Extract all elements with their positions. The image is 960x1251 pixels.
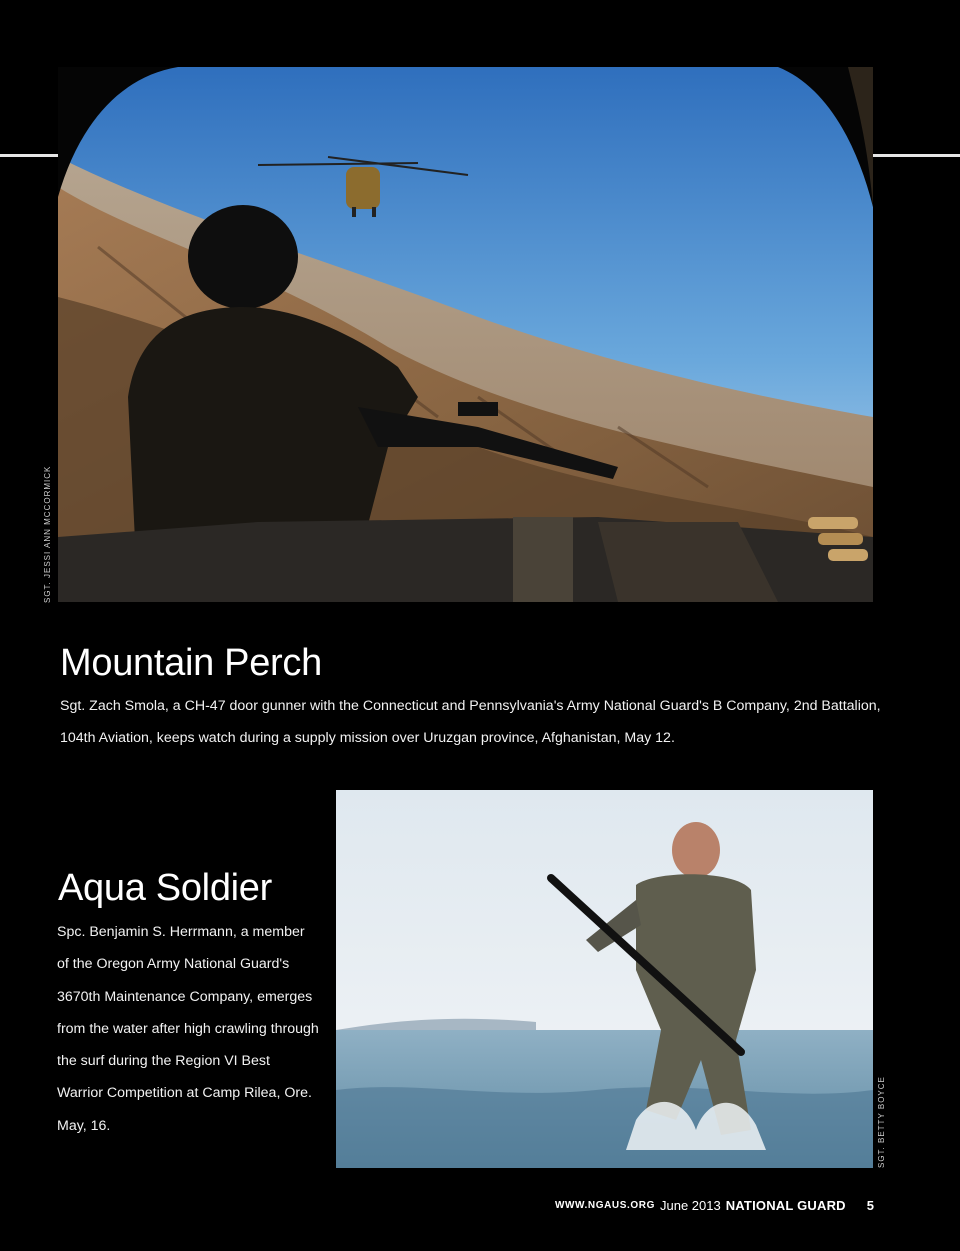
photo-mountain-perch <box>58 67 873 602</box>
footer-magazine-name: NATIONAL GUARD <box>725 1197 846 1213</box>
caption-aqua-soldier: Spc. Benjamin S. Herrmann, a member of the Oregon Army National Guard's 3670th Maintenance Company, emerges from the water after high crawling through the surf during the Region VI Best Warrior Competition at Camp Rilea, Ore. May, 16. <box>57 924 319 1134</box>
caption-mountain-perch: Sgt. Zach Smola, a CH-47 door gunner with the Connecticut and Pennsylvania's Army National Guard's B Company, 2nd Battalion, 104th Aviation, keeps watch during a supply mission over Uruzgan province, Afghanistan, May 12. <box>60 698 881 746</box>
footer-date: June 2013 <box>659 1197 721 1213</box>
decorative-rule-right <box>873 154 960 157</box>
headline-aqua-soldier: Aqua Soldier <box>58 867 272 909</box>
page-footer <box>554 1192 874 1218</box>
photo-credit: SGT. JESSI ANN MCCORMICK <box>43 465 52 603</box>
photo-aqua-soldier <box>336 790 873 1168</box>
headline-mountain-perch: Mountain Perch <box>60 642 322 684</box>
footer-url: WWW.NGAUS.ORG <box>554 1199 655 1211</box>
decorative-rule-left <box>0 154 58 157</box>
page-number: 5 <box>866 1197 874 1213</box>
photo-credit: SGT. BETTY BOYCE <box>877 1076 886 1168</box>
